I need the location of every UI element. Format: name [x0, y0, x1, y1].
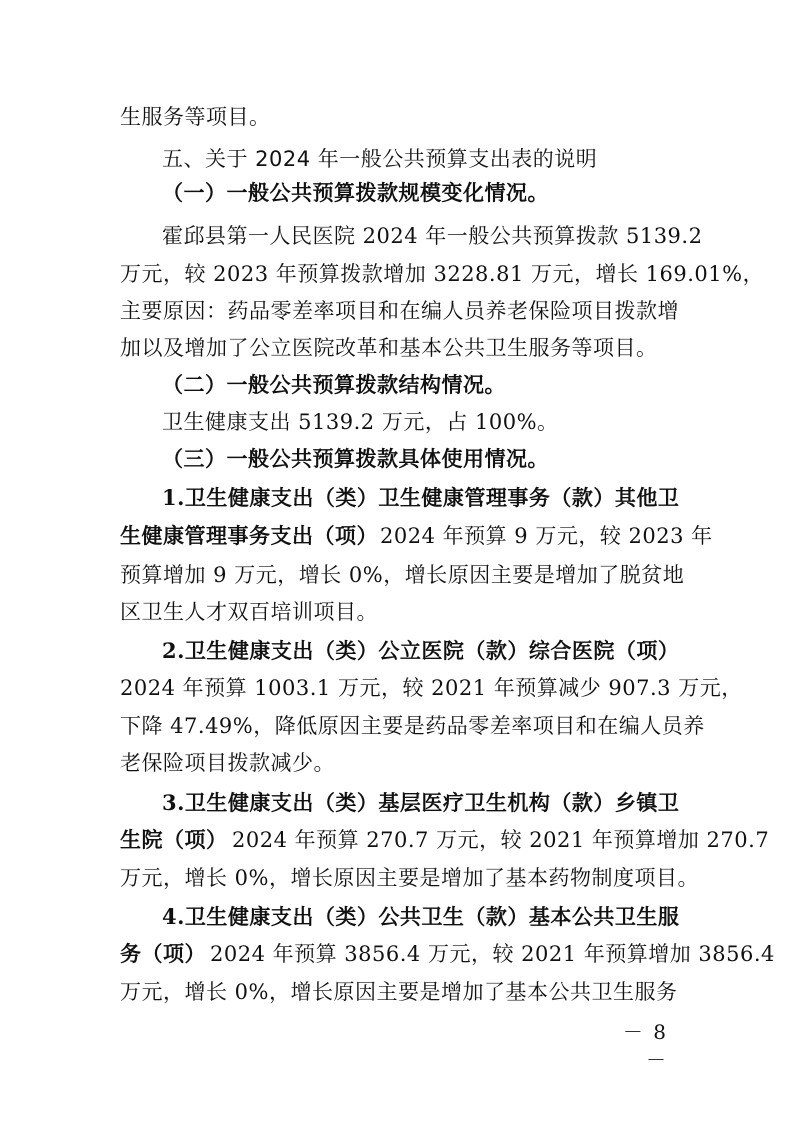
paragraph-line: 万元，增长 0%，增长原因主要是增加了基本药物制度项目。 — [120, 866, 699, 890]
item-heading: 2.卫生健康支出（类）公立医院（款）综合医院（项） — [162, 638, 680, 663]
item-heading: 务（项） — [120, 941, 206, 966]
item-heading: 1.卫生健康支出（类）卫生健康管理事务（款）其他卫 — [162, 485, 680, 510]
paragraph-line: 万元，增长 0%，增长原因主要是增加了基本公共卫生服务 — [120, 980, 678, 1004]
paragraph-line: 加以及增加了公立医院改革和基本公共卫生服务等项目。 — [120, 336, 658, 360]
paragraph-line: 2024 年预算 3856.4 万元，较 2021 年预算增加 3856.4 — [210, 942, 775, 966]
paragraph-line: 区卫生人才双百培训项目。 — [120, 600, 378, 624]
item-heading: 生院（项） — [120, 827, 228, 852]
page-number: － 8 － — [622, 1020, 668, 1072]
paragraph-line: 2024 年预算 270.7 万元，较 2021 年预算增加 270.7 — [232, 828, 770, 852]
paragraph-line: 老保险项目拨款减少。 — [120, 751, 335, 775]
paragraph-line: 霍邱县第一人民医院 2024 年一般公共预算拨款 5139.2 — [162, 224, 703, 248]
paragraph-line: 2024 年预算 1003.1 万元，较 2021 年预算减少 907.3 万元， — [120, 676, 743, 700]
subsection-heading: （三）一般公共预算拨款具体使用情况。 — [162, 447, 549, 471]
paragraph-line: 2024 年预算 9 万元，较 2023 年 — [380, 524, 713, 548]
paragraph-line: 主要原因：药品零差率项目和在编人员养老保险项目拨款增 — [120, 299, 679, 323]
section-heading: 五、关于 2024 年一般公共预算支出表的说明 — [162, 147, 598, 171]
subsection-heading: （一）一般公共预算拨款规模变化情况。 — [162, 181, 549, 205]
item-heading: 4.卫生健康支出（类）公共卫生（款）基本公共卫生服 — [162, 904, 680, 929]
item-heading: 3.卫生健康支出（类）基层医疗卫生机构（款）乡镇卫 — [162, 790, 680, 815]
paragraph-line: 下降 47.49%，降低原因主要是药品零差率项目和在编人员养 — [120, 714, 705, 738]
paragraph-line: 卫生健康支出 5139.2 万元，占 100%。 — [162, 410, 559, 434]
item-heading: 生健康管理事务支出（项） — [120, 523, 378, 548]
paragraph-line: 预算增加 9 万元，增长 0%，增长原因主要是增加了脱贫地 — [120, 563, 685, 587]
paragraph-line: 万元，较 2023 年预算拨款增加 3228.81 万元，增长 169.01%， — [120, 262, 765, 286]
text-line: 生服务等项目。 — [120, 105, 271, 129]
subsection-heading: （二）一般公共预算拨款结构情况。 — [162, 373, 506, 397]
